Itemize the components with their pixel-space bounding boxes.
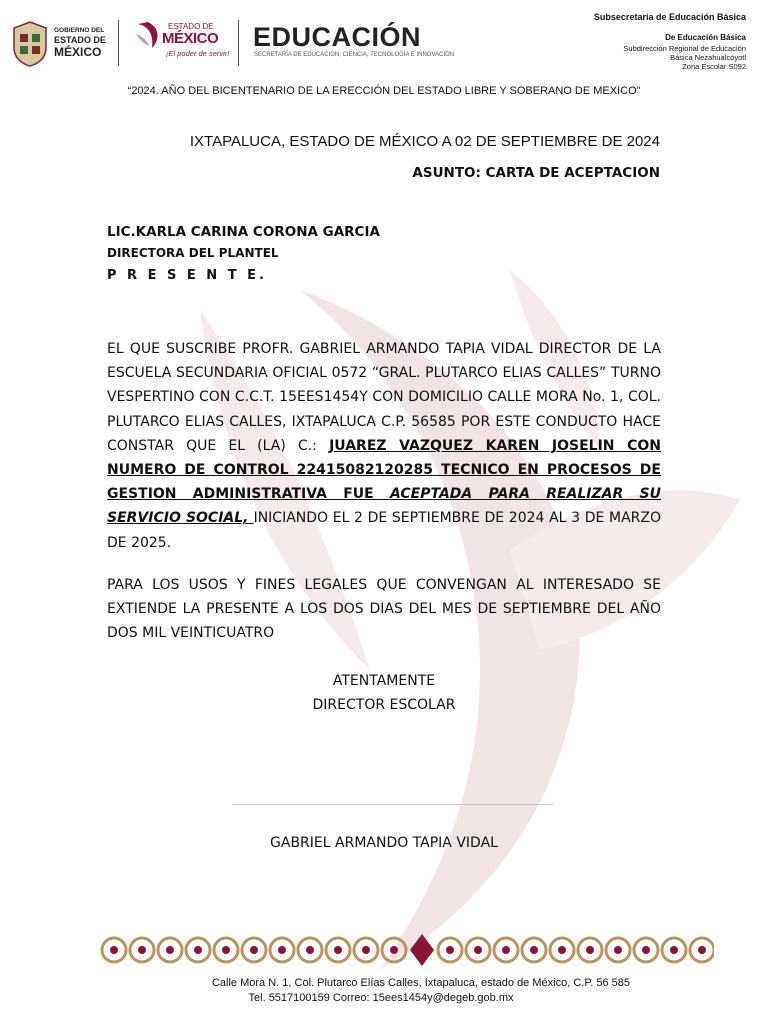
addressee-role: DIRECTORA DEL PLANTEL bbox=[107, 246, 279, 260]
body-p1-dates: INICIANDO EL 2 DE SEPTIEMBRE DE 2024 AL 3 DE MARZO DE 2025. bbox=[107, 510, 661, 551]
border-dot bbox=[642, 946, 650, 954]
signer-name: GABRIEL ARMANDO TAPIA VIDAL bbox=[270, 835, 498, 851]
estado-mexico-logo bbox=[130, 16, 235, 66]
edomex-slogan: ¡El poder de servir! bbox=[166, 49, 230, 58]
border-dot bbox=[390, 946, 398, 954]
gobierno-line-1: GOBIERNO DEL bbox=[54, 27, 105, 34]
border-dot bbox=[306, 946, 314, 954]
border-dot bbox=[586, 946, 594, 954]
body-p1-intro: EL QUE SUSCRIBE PROFR. GABRIEL ARMANDO TAPIA VIDAL DIRECTOR DE LA ESCUELA SECUNDARIA OFICIAL 0572 “GRAL. PLUTARCO ELIAS CALLES” TURNO VESPERTINO CON C.C.T. 15EES1454Y CON DOMICILIO CALLE MORA No. 1, COL. PLUTARCO ELIAS CALLES, IXTAPALUCA C.P. 56585 POR ESTE CONDUCTO HACE CONSTAR QUE EL (LA) C.: bbox=[107, 341, 661, 454]
subdireccion-block bbox=[623, 44, 746, 71]
edomex-top-text: ESTADO DE bbox=[168, 22, 214, 31]
year-quote: “2024. AÑO DEL BICENTENARIO DE LA ERECCIÓN DEL ESTADO LIBRE Y SOBERANO DE MEXICO” bbox=[127, 85, 641, 97]
educacion-basica-line: De Educación Básica bbox=[665, 33, 746, 42]
border-dot bbox=[558, 946, 566, 954]
educacion-title: EDUCACIÓN bbox=[253, 22, 422, 52]
border-dot bbox=[138, 946, 146, 954]
acceptance-phrase: ACEPTADA PARA REALIZAR SU SERVICIO SOCIAL, bbox=[107, 486, 661, 527]
edomex-main-text: MÉXICO bbox=[162, 30, 219, 47]
body-paragraph-2: PARA LOS USOS Y FINES LEGALES QUE CONVENGAN AL INTERESADO SE EXTIENDE LA PRESENTE A LOS DOS DIAS DEL MES DE SEPTIEMBRE DEL AÑO DOS MIL VEINTICUATRO bbox=[107, 577, 661, 642]
edomex-emblem-icon bbox=[134, 20, 164, 50]
border-dot bbox=[446, 946, 454, 954]
subject-line: ASUNTO: CARTA DE ACEPTACION bbox=[412, 165, 660, 181]
border-ornament-icon bbox=[102, 934, 714, 966]
presente-line: P R E S E N T E. bbox=[107, 268, 267, 283]
border-dot bbox=[502, 946, 510, 954]
footer-address: Calle Mora N. 1, Col. Plutarco Elías Calles, Ixtapaluca, estado de México, C.P. 56 585 bbox=[211, 977, 630, 989]
footer-contact: Tel. 5517100159 Correo: 15ees1454y@degeb.gob.mx bbox=[248, 992, 514, 1004]
gobierno-line-3: MÉXICO bbox=[54, 45, 102, 59]
signature-line bbox=[233, 804, 553, 805]
subsecretaria-line: Subsecretaría de Educación Básica bbox=[593, 12, 746, 22]
border-dot bbox=[698, 946, 706, 954]
zona-escolar-line: Zona Escolar S092 bbox=[682, 62, 746, 71]
subdireccion-line-1: Subdirección Regional de Educación bbox=[623, 44, 746, 53]
educacion-subtitle: SECRETARÍA DE EDUCACIÓN, CIENCIA, TECNOLOGÍA E INNOVACIÓN bbox=[254, 52, 455, 58]
closing-role: DIRECTOR ESCOLAR bbox=[312, 697, 456, 713]
border-dot bbox=[362, 946, 370, 954]
closing-atentamente: ATENTAMENTE bbox=[332, 673, 436, 689]
header-divider-2 bbox=[238, 20, 239, 66]
gobierno-logo-text bbox=[54, 27, 106, 59]
border-dot bbox=[670, 946, 678, 954]
decorative-border bbox=[100, 932, 714, 968]
border-dot bbox=[222, 946, 230, 954]
border-dot bbox=[530, 946, 538, 954]
header-divider bbox=[118, 20, 119, 66]
border-dot bbox=[278, 946, 286, 954]
border-dot bbox=[614, 946, 622, 954]
coat-of-arms-icon bbox=[10, 20, 50, 68]
addressee-name: LIC.KARLA CARINA CORONA GARCIA bbox=[107, 224, 380, 240]
border-dot bbox=[334, 946, 342, 954]
subdireccion-line-2: Básica Nezahualcóyotl bbox=[670, 53, 746, 62]
body-paragraph-1 bbox=[107, 337, 661, 555]
border-dot bbox=[194, 946, 202, 954]
place-date: IXTAPALUCA, ESTADO DE MÉXICO A 02 DE SEPTIEMBRE DE 2024 bbox=[189, 133, 660, 150]
student-details: JUAREZ VAZQUEZ KAREN JOSELIN CON NUMERO DE CONTROL 22415082120285 TECNICO EN PROCESOS DE GESTION ADMINISTRATIVA FUE bbox=[107, 437, 662, 503]
border-center-diamond bbox=[410, 934, 434, 966]
border-dot bbox=[250, 946, 258, 954]
border-dot bbox=[110, 946, 118, 954]
border-dot bbox=[474, 946, 482, 954]
border-dot bbox=[166, 946, 174, 954]
gobierno-line-2: ESTADO DE bbox=[54, 35, 106, 45]
